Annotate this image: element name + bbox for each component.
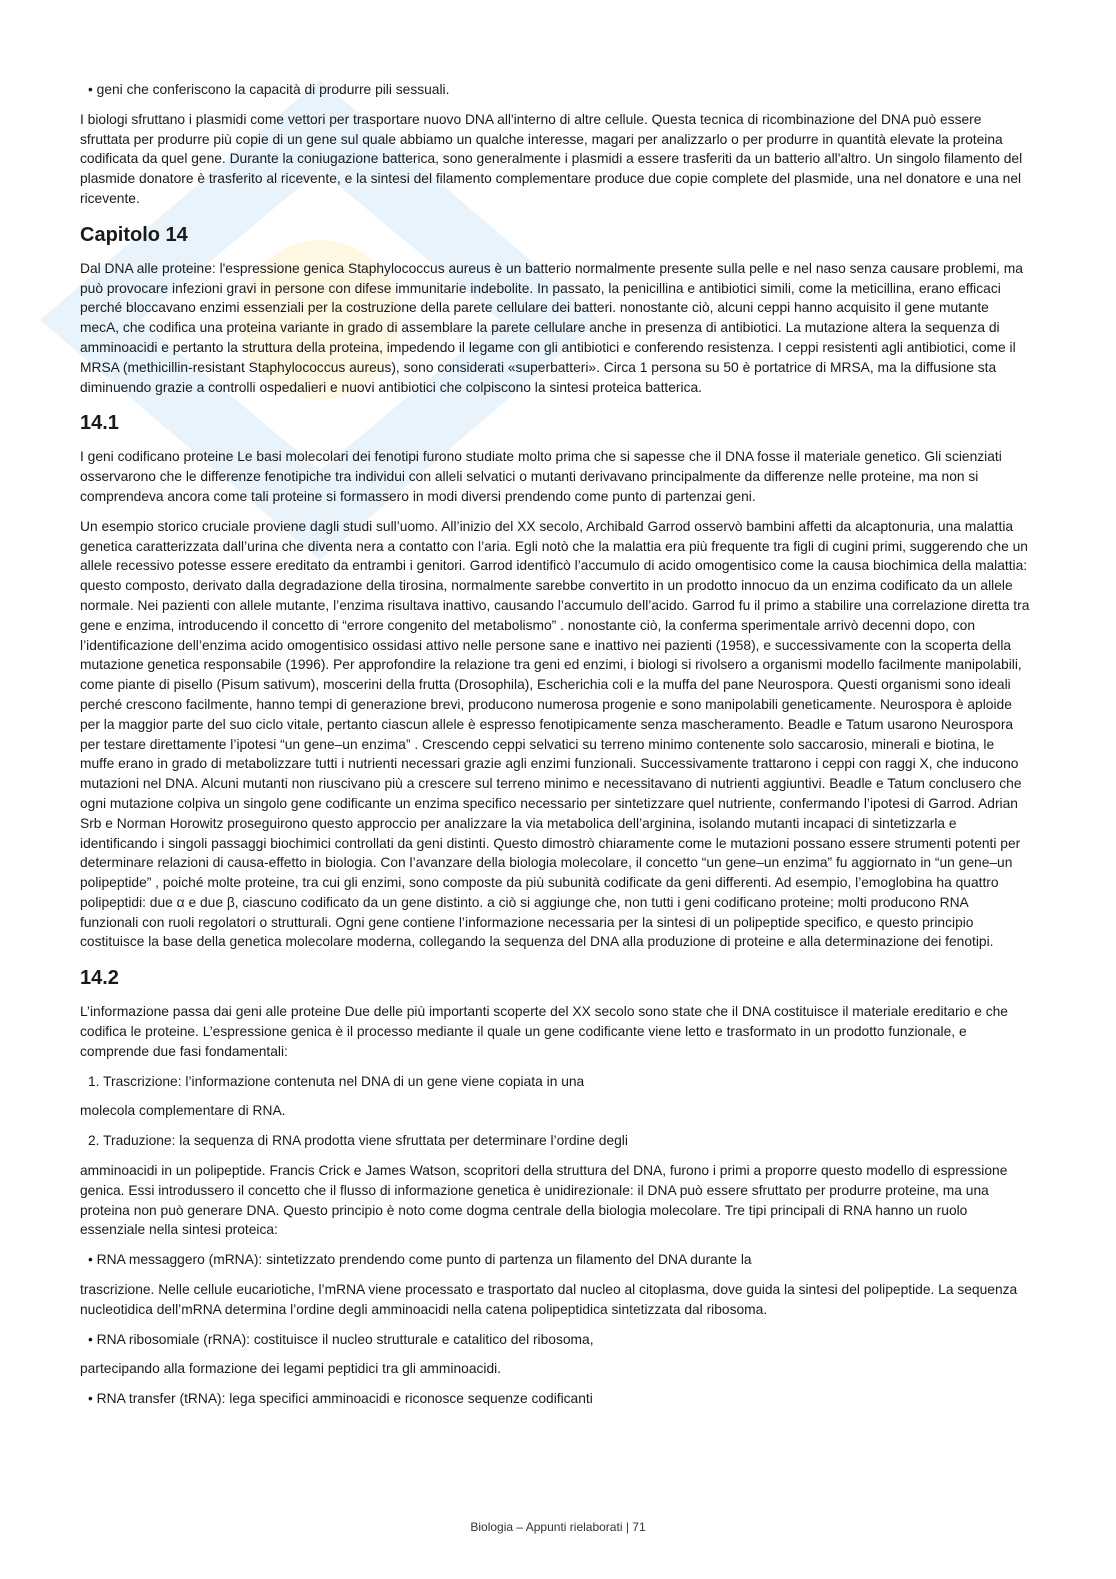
plasmid-paragraph: I biologi sfruttano i plasmidi come vettori per trasportare nuovo DNA all'interno di altre cellule. Questa tecnica di ricombinazione del DNA può essere sfruttata per produrre più copie di un gene sul quale abbiamo un qualche interesse, magari per analizzarlo o per produrre in quantità elevate la proteina codificata da quel gene. Durante la coniugazione batterica, sono generalmente i plasmidi a essere trasferiti da un batterio all'altro. Un singolo filamento del plasmide donatore è trasferito al ricevente, e la sintesi del filamento complementare produce due copie complete del plasmide, una nel donatore e una nel ricevente.	[80, 111, 1023, 206]
section-14-1-p1: I geni codificano proteine Le basi molecolari dei fenotipi furono studiate molto prima che si sapesse che il DNA fosse il materiale genetico. Gli scienziati osservarono che le differenze fenotipiche tra individui con alleli selvatici o mutanti derivavano principalmente da differenze nelle proteine, ma non si comprendeva ancora come tali proteine si formassero in modi diversi prendendo come punto di partenzai geni.	[80, 449, 1002, 504]
section-14-1-p2: Un esempio storico cruciale proviene dagli studi sull’uomo. All’inizio del XX secolo, Archibald Garrod osservò bambini affetti da alcaptonuria, una malattia genetica caratterizzata dall’urina che diventa nera a contatto con l’aria. Egli notò che la malattia era più frequente tra figli di cugini primi, suggerendo che un allele recessivo potesse essere ereditato da entrambi i genitori. Garrod identificò l’accumulo di acido omogentisico come la causa biochimica della malattia: questo composto, derivato dalla degradazione della tirosina, normalmente sarebbe convertito in un prodotto innocuo da un enzima codificato da un allele normale. Nei pazienti con allele mutante, l’enzima risultava inattivo, causando l’accumulo dell’acido. Garrod fu il primo a stabilire una correlazione diretta tra gene e enzima, introducendo il concetto di “errore congenito del metabolismo” . nonostante ciò, la conferma sperimentale arrivò decenni dopo, con l’identificazione dell’enzima acido omogentisico ossidasi attivo nelle persone sane e inattivo nei pazienti (1958), e successivamente con la scoperta della mutazione genetica responsabile (1996). Per approfondire la relazione tra geni ed enzimi, i biologi si rivolsero a organismi modello facilmente manipolabili, come piante di pisello (Pisum sativum), moscerini della frutta (Drosophila), Escherichia coli e la muffa del pane Neurospora. Questi organismi sono ideali perché crescono facilmente, hanno tempi di generazione brevi, producono numerosa progenie e sono manipolabili geneticamente. Neurospora è aploide per la maggior parte del suo ciclo vitale, pertanto ciascun allele è espresso fenotipicamente senza mascheramento. Beadle e Tatum usarono Neurospora per testare direttamente l’ipotesi “un gene–un enzima” . Crescendo ceppi selvatici su terreno minimo contenente solo saccarosio, minerali e biotina, le muffe erano in grado di metabolizzare tutti i nutrienti necessari grazie agli enzimi funzionali. Successivamente trattarono i ceppi con raggi X, che inducono mutazioni nel DNA. Alcuni mutanti non riuscivano più a crescere sul terreno minimo e necessitavano di nutrienti aggiuntivi. Beadle e Tatum conclusero che ogni mutazione colpiva un singolo gene codificante un enzima specifico necessario per sintetizzare quel nutriente, confermando l’ipotesi di Garrod. Adrian Srb e Norman Horowitz proseguirono questo approccio per analizzare la via metabolica dell’arginina, isolando mutanti incapaci di sintetizzarla e identificando i singoli passaggi biochimici controllati da geni distinti. Questo dimostrò chiaramente come le mutazioni possano essere strumenti potenti per determinare relazioni di causa-effetto in biologia. Con l’avanzare della biologia molecolare, il concetto “un gene–un enzima” fu aggiornato in “un gene–un polipeptide” , poiché molte proteine, tra cui gli enzimi, sono composte da più subunità codificate da geni differenti. Ad esempio, l’emoglobina ha quattro polipeptidi: due α e due β, ciascuno codificato da un gene distinto. a ciò si aggiunge che, non tutti i geni codificano proteine; molti producono RNA funzionali con ruoli regolatori o strutturali. Ogni gene contiene l’informazione necessaria per la sintesi di un polipeptide specifico, e questo principio costituisce la base della genetica molecolare moderna, collegando la sequenza del DNA alla produzione di proteine e alla determinazione dei fenotipi.	[80, 518, 1030, 950]
bullet-mrna: • RNA messaggero (mRNA): sintetizzato prendendo come punto di partenza un filamento del DNA durante la	[88, 1252, 752, 1268]
chapter-title: Capitolo 14	[80, 223, 188, 246]
bullet-trna: • RNA transfer (tRNA): lega specifici amminoacidi e riconosce sequenze codificanti	[88, 1391, 593, 1407]
list-item-2-cont: amminoacidi in un polipeptide. Francis Crick e James Watson, scopritori della struttura del DNA, furono i primi a proporre questo modello di espressione genica. Essi introdussero il concetto che il flusso di informazione genetica è unidirezionale: il DNA può essere sfruttato per produrre proteine, ma una proteina non può generare DNA. Questo principio è noto come dogma centrale della biologia molecolare. Tre tipi principali di RNA hanno un ruolo essenziale nella sintesi proteica:	[80, 1163, 1008, 1238]
chapter-intro: Dal DNA alle proteine: l'espressione genica Staphylococcus aureus è un batterio normalmente presente sulla pelle e nel naso senza causare problemi, ma può provocare infezioni gravi in persone con difese immunitarie indebolite. In passato, la penicillina e antibiotici simili, come la meticillina, erano efficaci perché bloccavano enzimi essenziali per la costruzione della parete cellulare dei batteri. nonostante ciò, alcuni ceppi hanno acquisito il gene mutante mecA, che codifica una proteina variante in grado di assemblare la parete cellulare anche in presenza di antibiotici. La mutazione altera la sequenza di amminoacidi e pertanto la struttura della proteina, impedendo il legame con gli antibiotici e conferendo resistenza. I ceppi resistenti agli antibiotici, come il MRSA (methicillin-resistant Staphylococcus aureus), sono considerati «superbatteri». Circa 1 persona su 50 è portatrice di MRSA, ma la diffusione sta diminuendo grazie a controlli ospedalieri e nuovi antibiotici che colpiscono la sintesi proteica batterica.	[80, 260, 1023, 395]
list-item-2: 2. Traduzione: la sequenza di RNA prodotta viene sfruttata per determinare l’ordine degli	[88, 1133, 628, 1149]
section-14-2-title: 14.2	[80, 967, 119, 990]
section-14-2-p1: L’informazione passa dai geni alle proteine Due delle più importanti scoperte del XX secolo sono state che il DNA costituisce il materiale ereditario e che codifica le proteine. L’espressione genica è il processo mediante il quale un gene codificante viene letto e trasformato in un prodotto funzionale, e comprende due fasi fondamentali:	[80, 1004, 1008, 1059]
bullet-rrna-cont: partecipando alla formazione dei legami peptidici tra gli amminoacidi.	[80, 1361, 502, 1377]
section-14-1-title: 14.1	[80, 412, 119, 435]
list-item-1: 1. Trascrizione: l’informazione contenuta nel DNA di un gene viene copiata in una	[88, 1073, 585, 1089]
bullet-rrna: • RNA ribosomiale (rRNA): costituisce il nucleo strutturale e catalitico del ribosoma,	[88, 1331, 594, 1347]
bullet-mrna-cont: trascrizione. Nelle cellule eucariotiche, l’mRNA viene processato e trasportato dal nucleo al citoplasma, dove guida la sintesi del polipeptide. La sequenza nucleotidica dell’mRNA determina l’ordine degli amminoacidi nella catena polipeptidica sintetizzata dal ribosoma.	[80, 1282, 1018, 1317]
list-item-1-cont: molecola complementare di RNA.	[80, 1103, 286, 1119]
bullet-pili: • geni che conferiscono la capacità di produrre pili sessuali.	[88, 82, 450, 97]
page-footer: Biologia – Appunti rielaborati | 71	[470, 1520, 646, 1534]
document-page	[80, 80, 1030, 1419]
